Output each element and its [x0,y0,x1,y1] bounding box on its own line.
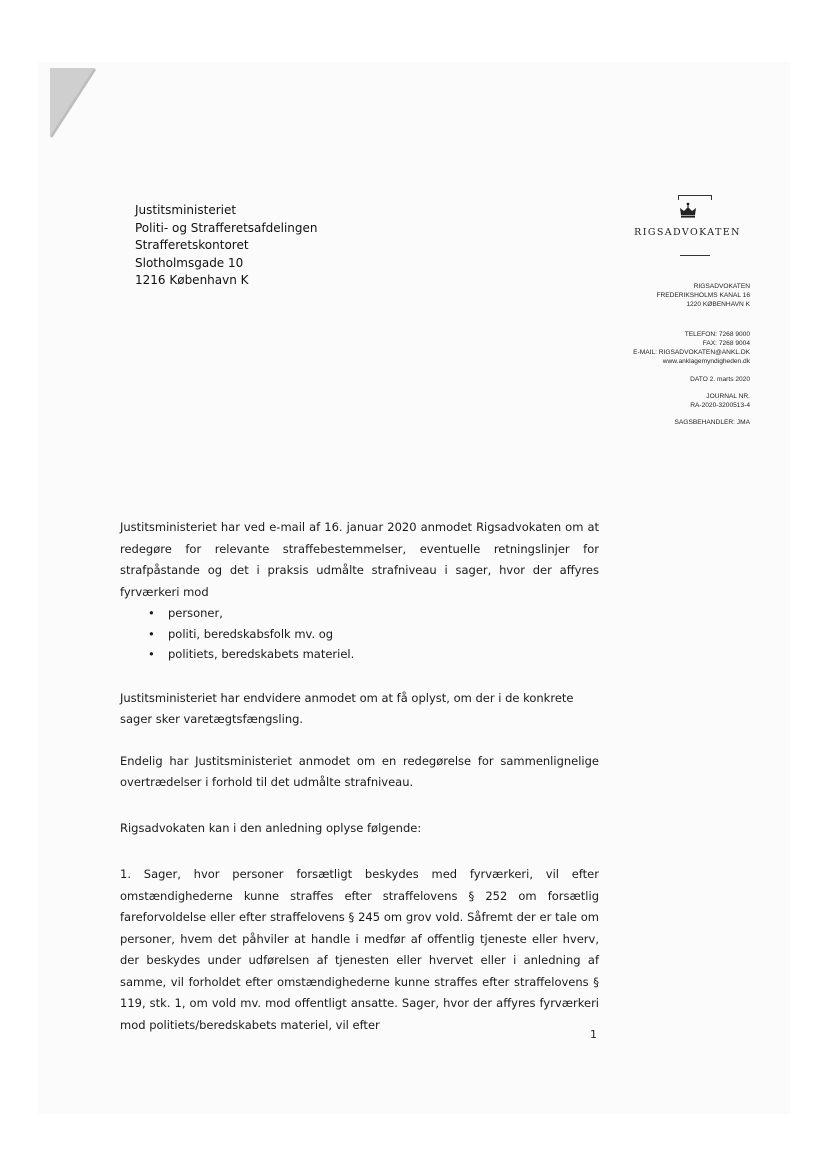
list-item-text: personer, [168,606,223,620]
lead-in-paragraph: Rigsadvokaten kan i den anledning oplyse følgende: [120,820,422,835]
rigsadvokaten-logo [620,192,755,264]
list-item [120,603,599,624]
list-item-text: politi, beredskabsfolk mv. og [168,626,334,641]
sender-web: www.anklagemyndigheden.dk [662,357,750,365]
list-item [120,624,599,645]
custody-paragraph: Justitsministeriet har endvidere anmodet om at få oplyst, om der i de konkrete sager sker varetægtsfængsling. [120,690,574,726]
recipient-line: Justitsministeriet [135,203,237,217]
recipient-line: Politi- og Strafferetsafdelingen [135,220,318,235]
recipient-line: Slotholmsgade 10 [135,255,244,270]
sender-city: 1220 KØBENHAVN K [686,300,750,308]
sender-email: E-MAIL: RIGSADVOKATEN@ANKL.DK [633,348,750,356]
folded-corner-icon [50,68,96,138]
sender-name: RIGSADVOKATEN [693,283,750,290]
logo-top-rule [678,195,712,196]
bullet-icon: • [148,606,155,620]
journal-number: RA-2020-3200513-4 [690,402,750,410]
letter-body [120,517,599,1036]
list-item [120,644,599,665]
case-handler: SAGSBEHANDLER: JMA [674,418,750,426]
list-item-text: politiets, beredskabets materiel. [168,647,355,661]
recipient-line: Strafferetskontoret [135,238,249,252]
sender-fax: FAX: 7268 9004 [702,340,750,348]
recipient-line: 1216 København K [135,273,249,287]
sender-phone: TELEFON: 7268 9000 [684,331,750,339]
letter-date: DATO 2. marts 2020 [690,375,750,383]
sender-street: FREDERIKSHOLMS KANAL 16 [656,291,750,299]
bullet-icon: • [148,626,155,641]
logo-bottom-rule [680,255,710,256]
recipient-address [135,202,318,290]
bullet-list [120,603,599,665]
page-number: 1 [590,1028,597,1041]
logo-name: RIGSADVOKATEN [634,227,741,238]
comparison-paragraph: Endelig har Justitsministeriet anmodet om en redegørelse for sammenlignelige overtrædelser i forhold til det udmålte strafniveau. [120,753,599,789]
intro-paragraph: Justitsministeriet har ved e-mail af 16. januar 2020 anmodet Rigsadvokaten om at redegøre for relevante straffebestemmelser, eventuelle retningslinjer for strafpåstande og det i praksis udmålte strafniveau i sager, hvor der affyres fyrværkeri mod [120,520,599,599]
sender-info [633,283,750,428]
section-1-paragraph: 1. Sager, hvor personer forsætligt beskydes med fyrværkeri, vil efter omstændighederne kunne straffes efter straffelovens § 252 om forsætlig fareforvoldelse eller efter straffelovens § 245 om grov vold. Såfremt der er tale om personer, hvem det påhviler at handle i medfør af offentlig tjeneste eller hverv, der beskydes under udførelsen af tjenesten eller hvervet eller i anledning af samme, vil forholdet efter omstændighederne kunne straffes efter straffelovens § 119, stk. 1, om vold mv. mod offentligt ansatte. Sager, hvor der affyres fyrværkeri mod politiets/beredskabets materiel, vil efter [120,867,599,1032]
journal-label: JOURNAL NR. [706,393,750,401]
bullet-icon: • [148,647,155,661]
crown-icon [620,202,755,223]
